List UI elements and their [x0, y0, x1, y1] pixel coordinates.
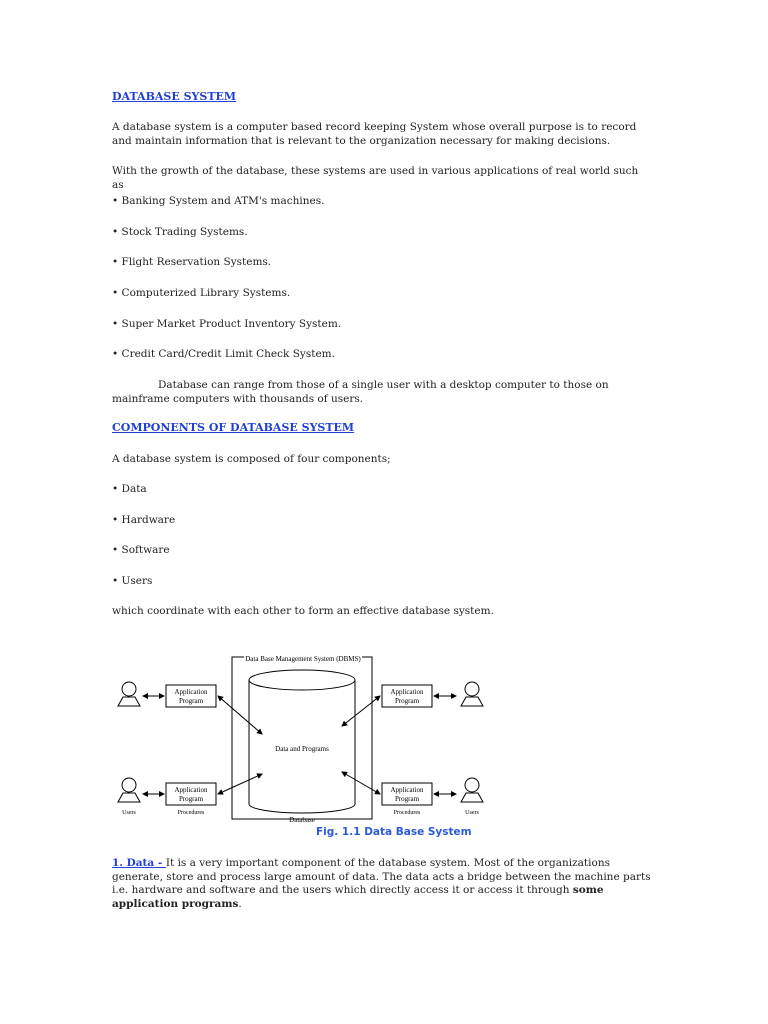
procedures-label: Procedures [177, 810, 205, 816]
app-label: Program [394, 697, 420, 705]
users-label: Users [465, 810, 479, 816]
app-label: Application [390, 688, 424, 696]
bullet-item: • Stock Trading Systems. [112, 226, 248, 238]
users-label: Users [122, 810, 136, 816]
dbms-diagram [112, 648, 492, 848]
paragraph-components-outro: which coordinate with each other to form an effective database system. [112, 605, 494, 617]
figure-caption: Fig. 1.1 Data Base System [316, 826, 472, 838]
bullet-item: • Flight Reservation Systems. [112, 256, 272, 268]
procedures-label: Procedures [393, 810, 421, 816]
data-text: It is a very important component of the database system. Most of the organizations generate, store and process large amount of data. The data acts a bridge between the machine parts i.e. hardware and software and the users which directly access it or access it through [112, 857, 651, 896]
paragraph-data-component [112, 857, 652, 911]
bullet-item: • Data [112, 483, 147, 495]
user-icon [118, 778, 140, 802]
database-cylinder [249, 670, 355, 813]
app-label: Program [394, 795, 420, 803]
bullet-item: • Computerized Library Systems. [112, 287, 291, 299]
dbms-boundary [232, 657, 372, 819]
heading-components[interactable]: COMPONENTS OF DATABASE SYSTEM [112, 421, 355, 434]
data-text-bold: some application programs [112, 884, 604, 910]
app-label: Application [174, 786, 208, 794]
paragraph-components-intro: A database system is composed of four components; [112, 453, 391, 465]
app-label: Program [178, 795, 204, 803]
paragraph-growth: With the growth of the database, these systems are used in various applications of real world such as [112, 165, 639, 191]
app-label: Application [174, 688, 208, 696]
app-label: Program [178, 697, 204, 705]
paragraph-range: Database can range from those of a single user with a desktop computer to those on mainframe computers with thousands of users. [112, 379, 609, 405]
heading-database-system[interactable]: DATABASE SYSTEM [112, 90, 237, 103]
data-text-end: . [238, 897, 242, 910]
user-icon [461, 682, 483, 706]
database-label: Database [289, 816, 315, 824]
data-title-link[interactable]: 1. Data - [112, 857, 166, 869]
bullet-item: • Super Market Product Inventory System. [112, 318, 342, 330]
bullet-item: • Hardware [112, 514, 176, 526]
bullet-item: • Credit Card/Credit Limit Check System. [112, 348, 335, 360]
dbms-label: Data Base Management System (DBMS) [245, 655, 361, 663]
user-icon [118, 682, 140, 706]
app-label: Application [390, 786, 424, 794]
center-label: Data and Programs [275, 745, 329, 753]
bullet-item: • Software [112, 544, 170, 556]
paragraph-definition: A database system is a computer based record keeping System whose overall purpose is to record and maintain information that is relevant to the organization necessary for making decisions. [112, 121, 637, 147]
user-icon [461, 778, 483, 802]
bullet-item: • Banking System and ATM's machines. [112, 195, 325, 207]
bullet-item: • Users [112, 575, 153, 587]
